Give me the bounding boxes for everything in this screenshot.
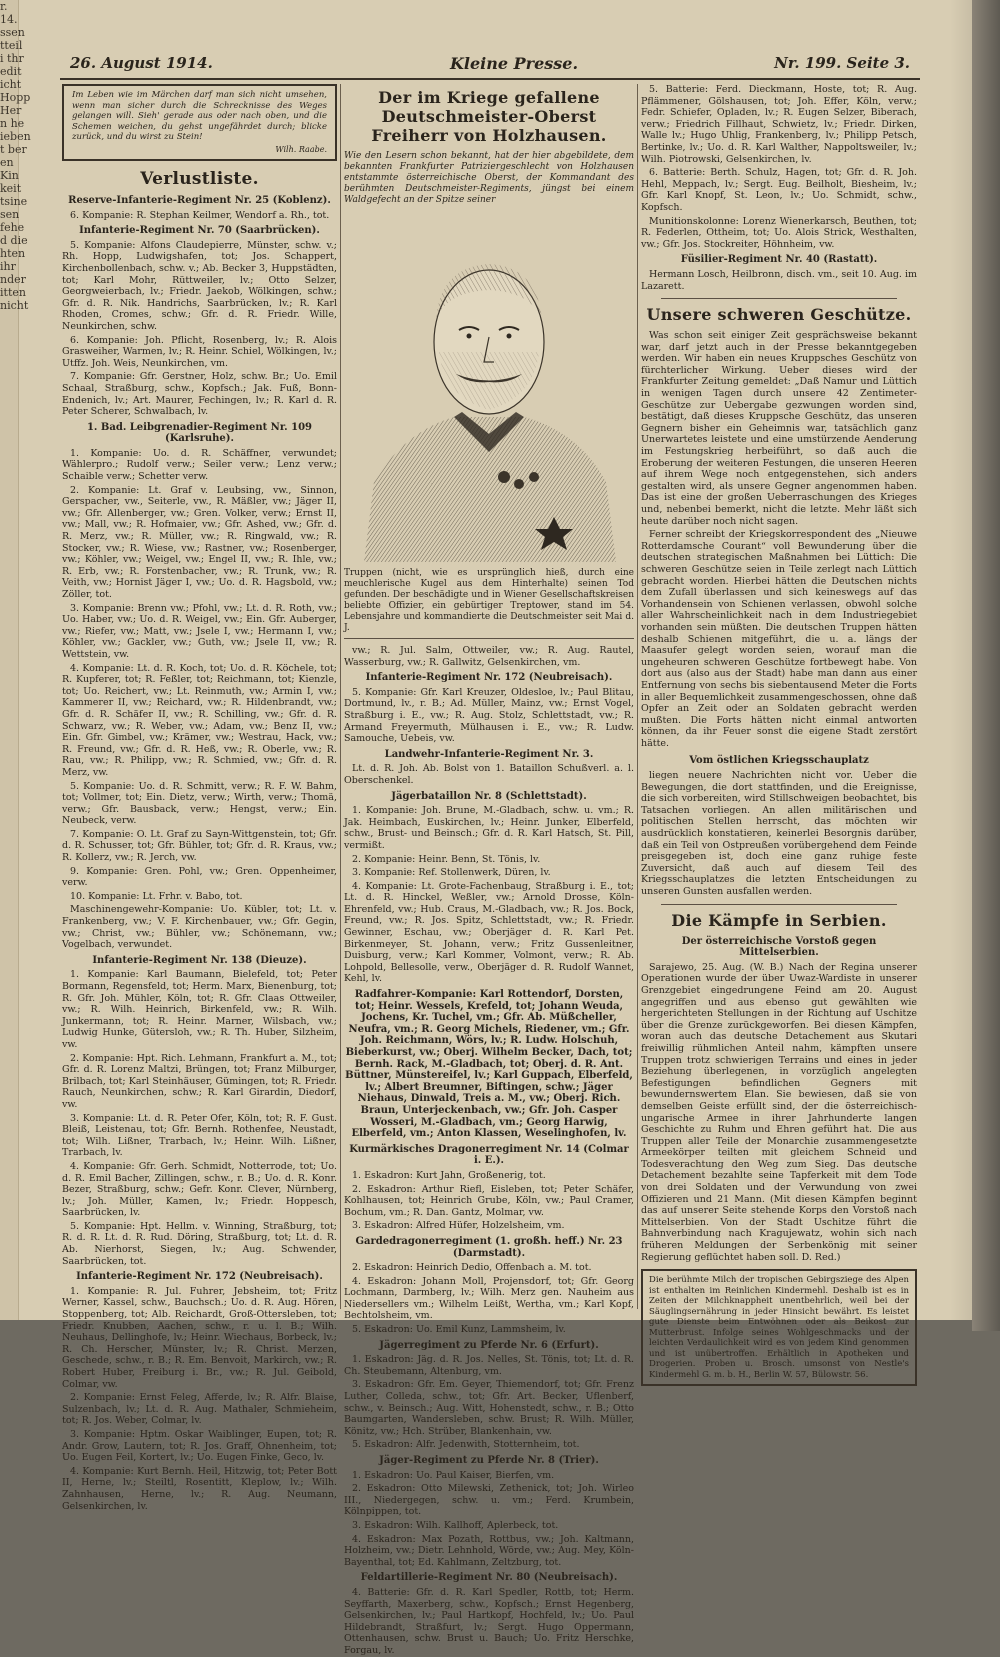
edge-text-fragment: nicht [0,299,29,312]
company-entry: 9. Kompanie: Gren. Pohl, vw.; Gren. Oppenheimer, verw. [62,865,337,889]
regiment-heading: Infanterie-Regiment Nr. 172 (Neubreisach). [76,1271,323,1283]
company-entry: 6. Kompanie: R. Stephan Keilmer, Wendorf a. Rh., tot. [70,209,330,221]
regiment-heading: Infanterie-Regiment Nr. 172 (Neubreisach). [365,672,613,684]
company-entry: 1. Eskadron: Uo. Paul Kaiser, Bierfen, vm. [352,1469,555,1481]
company-entry: Hermann Losch, Heilbronn, disch. vm., seit 10. Aug. im Lazarett. [641,268,917,292]
regiment-heading: Landwehr-Infanterie-Regiment Nr. 3. [384,748,594,760]
regiment-heading: Infanterie-Regiment Nr. 70 (Saarbrücken). [79,225,320,237]
section-divider [661,298,897,299]
edge-text-fragment: ieben [0,130,31,143]
company-entry: 3. Kompanie: Brenn vw.; Pfohl, vw.; Lt. d. R. Roth, vw.; Uo. Haber, vw.; Uo. d. R. Weigel, vw.; Ein. Gfr. Auberger, vw.; Riefer, vw.; Matt, vw.; Jsele I, vw.; Hermann I, vw.; Köhler, vw.; Gackler, vw.; Guth, vw.; Jsele II, vw.; R. Wettstein, vw. [62,602,337,660]
column-rule [340,84,341,1309]
company-entry: Maschinengewehr-Kompanie: Uo. Kübler, tot; Lt. v. Frankenberg, vw.; V. F. Kirchenbauer, vw.; Gfr. Gegin, vw.; Christ, vw.; Bühler, vw.; Schönemann, vw.; Vogelbach, verwundet. [62,904,337,951]
company-entry: 3. Kompanie: Hptm. Oskar Waiblinger, Eupen, tot; R. Andr. Grow, Lautern, tot; R. Jos. Graff, Ohnenheim, tot; Uo. Eugen Feil, Kortert, lv.; Uo. Eugen Finke, Geco, lv. [62,1428,337,1464]
company-entry: 3. Eskadron: Gfr. Em. Geyer, Thiemendorf, tot; Gfr. Frenz Luther, Colleda, schw., tot; Gfr. Art. Becker, Uflenberf, schw., v. Beinsch.; Aug. Witt, Hohenstedt, schw., r. B.; Otto Baumgarten, Wandersleben, schw. Brust; R. Wilh. Müller, Könitz, vw.; Hch. Strüber, Blankenhain, vw. [344,1379,634,1437]
portrait-drawing [344,212,634,562]
edge-text-fragment: keit [0,182,22,195]
section-divider [661,904,897,905]
column-3 [641,84,917,1380]
casualty-list [62,195,337,1512]
company-entry: 7. Kompanie: Gfr. Gerstner, Holz, schw. Br.; Uo. Emil Schaal, Straßburg, schw., Kopfsch.; Jak. Fuß, Bonn-Endenich, lv.; Art. Maurer, Fechingen, lv.; R. Karl d. R. Peter Scherer, Schwalbach, lv. [62,371,337,418]
company-entry: 3. Kompanie: Lt. d. R. Peter Ofer, Köln, tot; R. F. Gust. Bleiß, Leistenau, tot; Gfr. Bernh. Rothenfee, Neustadt, tot; Wilh. Lißner, Trarbach, lv.; Heinr. Wilh. Lißner, Trarbach, lv. [62,1112,337,1159]
edge-text-fragment: fehe [0,221,25,234]
company-entry: 4. Kompanie: Gfr. Gerh. Schmidt, Notterrode, tot; Uo. d. R. Emil Bacher, Zillingen, schw., r. B.; Uo. d. R. Konr. Bezer, Straßburg, schw.; Gefr. Konr. Clever, Nürnberg, lv.; Joh. Müller, Kamen, lv.; Friedr. Hoppesch, Saarbrücken, lv. [62,1160,337,1219]
edge-text-fragment: hten [0,247,26,260]
header-date: 26. August 1914. [70,54,213,72]
company-entry: 1. Kompanie: Karl Baumann, Bielefeld, tot; Peter Bormann, Regensfeld, tot; Herm. Marx, Bienenburg, tot; R. Gfr. Joh. Mühler, Köln, tot; R. Gfr. Claas Ottweiler, vw.; R. Wilh. Heinrich, Birkenfeld, vw.; R. Wilh. Junkermann, tot; R. Heinr. Marner, Wilsbach, vw.; Ludwig Hunke, Gütersloh, vw.; R. Th. Huber, Silzheim, vw. [62,969,337,1050]
serbien-title: Die Kämpfe in Serbien. [671,910,887,930]
company-entry: 2. Eskadron: Arthur Riefl, Eisleben, tot; Peter Schäfer, Kohlhausen, tot; Heinrich Grube, Köln, vw.; Paul Cramer, Bochum, vm.; R. Dan. Gantz, Molmar, vw. [344,1183,634,1218]
company-entry: 7. Kompanie: O. Lt. Graf zu Sayn-Wittgenstein, tot; Gfr. d. R. Schusser, tot; Gfr. Bühler, tot; Gfr. d. R. Kraus, vw.; R. Kollerz, vw.; R. Jerch, vw. [62,828,337,864]
company-entry: 1. Eskadron: Jäg. d. R. Jos. Nelles, St. Tönis, tot; Lt. d. R. Ch. Steubemann, Altenburg, vm. [344,1354,634,1377]
advertisement-box: Die berühmte Milch der tropischen Gebirgsziege des Alpen ist enthalten im Reinlichen Kindermehl. Deshalb ist es in Zeiten der Milchknappheit unentbehrlich, weil bei der Säuglingsernährung in jeder Hinsicht bewährt. Es leistet gute Dienste beim Entwöhnen oder als Beikost zur Mutterbrust. Infolge seines Wohlgeschmacks und der leichten Verdaulichkeit wird es von jedem Kind genommen und ist unübertroffen. Erhältlich in Apotheken und Drogerien. Proben u. Brosch. umsonst von Nestle's Kindermehl G. m. b. H., Berlin W. 57, Bülowstr. 56. [641,1269,917,1386]
column-2 [344,84,634,1656]
company-entry: 2. Kompanie: Heinr. Benn, St. Tönis, lv. [352,853,541,865]
osten-paragraph: liegen neuere Nachrichten nicht vor. Ueber die Bewegungen, die dort stattfinden, und die Ereignisse, die sich vorbereiten, wird Stillschweigen beobachtet, bis Tatsachen vorliegen. An allen militärischen und politischen Stellen herrscht, das möchten wir ausdrücklich konstatieren, keinerlei Besorgnis darüber, daß ein Teil von Ostpreußen vorübergehend dem Feinde preisgegeben ist, doch eine ganz ruhige feste Zuversicht, daß auch auf diesem Teil des Kriegsschauplatzes die letzten Entscheidungen zu unseren Gunsten ausfallen werden. [641,770,917,897]
edge-text-fragment: r. [0,0,8,13]
edge-text-fragment: t ber [0,143,27,156]
company-entry: 2. Eskadron: Otto Milewski, Zethenick, tot; Joh. Wirleo III., Niedergegen, schw. u. vm.; Ferd. Krumbein, Kölnpippen, tot. [344,1483,634,1518]
casualty-list-continued [344,645,634,1657]
company-entry: Lt. d. R. Joh. Ab. Bolst von 1. Bataillon Schußverl. a. l. Oberschenkel. [344,763,634,786]
company-entry: 6. Batterie: Berth. Schulz, Hagen, tot; Gfr. d. R. Joh. Hehl, Meppach, lv.; Sergt. Eug. Beilholt, Biesheim, lv.; Gfr. Karl Knopf, St. Leon, lv.; Uo. Schmidt, schw., Kopfsch. [641,167,917,213]
company-entry: 2. Kompanie: Ernst Feleg, Afferde, lv.; R. Alfr. Blaise, Sulzenbach, lv.; Lt. d. R. Aug. Mathaler, Schmieheim, tot; R. Jos. Weber, Colmar, lv. [62,1392,337,1427]
company-entry: 5. Kompanie: Gfr. Karl Kreuzer, Oldesloe, lv.; Paul Blitau, Dortmund, lv., r. B.; Ad. Müller, Mainz, vw.; Ernst Vogel, Straßburg i. E., vw.; R. Aug. Stolz, Schlettstadt, vw.; R. Armand Freyermuth, Mülhausen i. E., vw.; R. Ludw. Samouche, Uebeis, vw. [344,686,634,745]
quote-author: Wilh. Raabe. [275,144,327,154]
regiment-heading: Jägerbataillon Nr. 8 (Schlettstadt). [391,790,587,802]
edge-text-fragment: tteil [0,39,23,52]
company-entry: 3. Eskadron: Alfred Hüfer, Holzelsheim, vm. [352,1220,565,1232]
company-entry: vw.; R. Jul. Salm, Ottweiler, vw.; R. Aug. Rautel, Wasserburg, vw.; R. Gallwitz, Gelsenkirchen, vm. [344,645,634,668]
company-entry: 5. Kompanie: Hpt. Hellm. v. Winning, Straßburg, tot; R. d. R. Lt. d. R. Rud. Döring, Straßburg, tot; Lt. d. R. Ab. Nierhorst, Siegen, lv.; Aug. Schwender, Saarbrücken, tot. [62,1220,337,1267]
portrait-caption: Truppen (nicht, wie es ursprünglich hieß, durch eine meuchlerische Kugel aus dem Hinterhalte) seinen Tod gefunden. Der beschädigte und in Wiener Gesellschaftskreisen beliebte Offizier, ein gebürtiger Treptower, stand im 54. Lebensjahre und kommandierte die Deutschmeister seit Mai d. J. [344,568,634,639]
regiment-heading: Jägerregiment zu Pferde Nr. 6 (Erfurt). [379,1339,599,1351]
regiment-heading: Gardedragonerregiment (1. großh. heff.) Nr. 23 (Darmstadt). [355,1235,623,1259]
edge-text-fragment: sen [0,208,20,221]
company-entry: 4. Kompanie: Lt. d. R. Koch, tot; Uo. d. R. Köchele, tot; R. Kupferer, tot; R. Feßler, tot; Reichmann, tot; Kienzle, tot; Uo. Reichert, vw.; Lt. Reinmuth, vw.; Armin I, vw.; Kammerer II, vw.; Reichard, vw.; R. Hildenbrandt, vw.; Gfr. d. R. Schäfer II, vw.; R. Schilling, vw.; Gfr. d. R. Schwarz, vw.; R. Weber, vw.; Adam, vw.; Benz II, vw.; Ein. Gfr. Gimbel, vw.; Krämer, vw.; Westrau, Hack, vw.; R. Freund, vw.; Gfr. d. R. Heß, vw.; R. Oberle, vw.; R. Rau, vw.; R. Philipp, vw.; R. Schmied, vw.; Gfr. d. R. Merz, vw. [62,662,337,778]
company-entry: 2. Eskadron: Heinrich Dedio, Offenbach a. M. tot. [352,1262,592,1274]
regiment-heading: Jäger-Regiment zu Pferde Nr. 8 (Trier). [379,1455,599,1466]
company-entry: 5. Batterie: Ferd. Dieckmann, Hoste, tot; R. Aug. Pflämmener, Gölshausen, tot; Joh. Effer, Köln, verw.; Fedr. Schiefer, Opladen, lv.; R. Eugen Selzer, Biberach, verw.; Friedrich Fillhaut, Schwietz, lv.; Friedr. Dirken, Walle lv.; Hugo Uhlig, Frankenberg, lv.; Philipp Petsch, Bertinke, lv.; Uo. d. R. Karl Walther, Nappoltsweiler, lv.; Wilh. Piotrowski, Gelsenkirchen, lv. [641,84,917,165]
page-shadow-edge [972,0,1000,1331]
regiment-heading: Kurmärkisches Dragonerregiment Nr. 14 (Colmar i. E.). [349,1143,629,1167]
company-entry: 10. Kompanie: Lt. Frhr. v. Babo, tot. [70,890,243,902]
regiment-heading: Infanterie-Regiment Nr. 138 (Dieuze). [92,954,307,966]
company-entry: 1. Kompanie: R. Jul. Fuhrer, Jebsheim, tot; Fritz Werner, Kassel, schw., Bauchsch.; Uo. d. R. Aug. Hören, Stoppenberg, tot; Alb. Reichardt, Groß-Ottersleben, tot; Friedr. Knubben, Aachen, schw., r. u. l. B.; Wilh. Neuhaus, Dellinghofe, lv.; Heinr. Wiechaus, Borbeck, lv.; R. Ch. Herscher, Münster, lv.; R. Christ. Merzen, Geschede, schw., r. B.; R. Em. Benvoit, Markirch, vw.; R. Robert Huber, Freiburg i. Br., vw.; R. Jul. Geibold, Colmar, vw. [62,1285,337,1390]
edge-text-fragment: Her [0,104,22,117]
company-entry: 5. Eskadron: Uo. Emil Kunz, Lammsheim, lv. [352,1324,566,1336]
holzhausen-lead: Wie den Lesern schon bekannt, hat der hier abgebildete, dem bekannten Frankfurter Patriziergeschlecht von Holzhausen entstammte österreichische Oberst, der Kommandant des berühmten Deutschmeister-Regiments, jüngst bei einem Waldgefecht an der Spitze seiner [344,151,634,205]
casualty-list-end [641,84,917,292]
adjacent-page-edge [0,0,31,1320]
company-entry: 1. Eskadron: Kurt Jahn, Großenerig, tot. [352,1169,546,1181]
regiment-heading: Füsilier-Regiment Nr. 40 (Rastatt). [680,254,878,266]
serbien-paragraph: Sarajewo, 25. Aug. (W. B.) Nach der Regina unserer Operationen wurde der über Uwaz-Wardiste in unserer Grenzgebiet eingedrungene Feind am 20. August angegriffen und aus ebenso gut gewählten wie hergerichteten Stellungen in der Richtung auf Uschitze über die Grenze zurückgeworfen. Bei diesen Kämpfen, woran auch das deutsche Detachement aus Skutari freiwillig rühmlichen Anteil nahm, kämpften unsere Truppen trotz schwierigen Terrains und eines in jeder Beziehung überlegenen, in vorzüglich angelegten Befestigungen befindlichen Gegners mit bewundernswertem Elan. Sie bewiesen, daß sie von demselben Geiste erfüllt sind, der die österreichisch-ungarische Armee in ihrer Jahrhunderte langen Geschichte zu Ruhm und Ehren geführt hat. Die aus Truppen aller Teile der Monarchie zusammengesetzte Armeekörper teilten mit gleichem Schneid und Todesverachtung den Weg zum Sieg. Das deutsche Detachement bezahlte seine Tapferkeit mit dem Tode von drei Soldaten und der Verwundung von zwei Offizieren und 21 Mann. (Mit diesen Kämpfen beginnt das auf unserer Seite stehende Korps den Vorstoß nach Mittelserbien. Von der Stadt Uschitze führt die Bahnverbindung nach Kragujewatz, wohin sich nach früheren Meldungen der Serbenkönig mit seiner Regierung geflüchtet haben soll. D. Red.) [641,961,917,1263]
company-entry: 2. Kompanie: Lt. Graf v. Leubsing, vw., Sinnon, Gerspacher, vw., Seiterle, vw., R. Mäßler, vw.; Jäger II, vw.; Gfr. Allenberger, vw.; Gren. Volker, verw.; Ernst II, vw.; Mall, vw.; R. Hofmaier, vw.; Gfr. Ashed, vw.; Gfr. d. R. Merz, vw.; R. Müller, vw.; R. Ringwald, vw.; R. Stocker, vw.; R. Wiese, vw.; Rastner, vw.; Rosenberger, vw.; Köhler, vw.; Weigel, vw.; Engel II, vw.; R. Ihle, vw.; R. Erb, vw.; R. Forstenbacher, vw.; R. Trunk, vw.; R. Veith, vw.; Hornist Jäger I, vw.; Uo. d. R. Hagsbold, vw.; Zöller, tot. [62,484,337,600]
company-entry: 5. Kompanie: Uo. d. R. Schmitt, verw.; R. F. W. Bahm, tot; Vollmer, tot; Ein. Dietz, verw.; Wirth, verw.; Thomä, verw.; Gfr. Bausback, verw.; Hengst, verw.; Ein. Neubeck, verw. [62,780,337,827]
edge-text-fragment: itten [0,286,26,299]
company-entry: Munitionskolonne: Lorenz Wienerkarsch, Beuthen, tot; R. Federlen, Ottheim, tot; Uo. Alois Strick, Westhalten, vw.; Gfr. Jos. Stockreiter, Höhnheim, vw. [641,215,917,250]
company-entry: 3. Eskadron: Wilh. Kallhoff, Aplerbeck, tot. [352,1519,559,1531]
header-issue: Nr. 199. Seite 3. [774,54,910,72]
geschuetze-paragraph: Ferner schreibt der Kriegskorrespondent des „Nieuwe Rotterdamsche Courant“ voll Bewunderung über die deutschen strategischen Maßnahmen bei Lüttich: Die schweren Geschütze seien in Teile zerlegt nach Lüttich gebracht worden. Hierbei hätten die Deutschen nichts dem Zufall überlassen und sich keineswegs auf das Vorhandensein von Schienen verlassen, obwohl solche aller Wahrscheinlichkeit nach in dem Industriegebiet vorhanden sein müßten. Die deutschen Truppen hätten deshalb Schienen mitgeführt, die u. a. längs der Maasufer gelegt worden seien, worauf man die ungeheuren schweren Geschütze fortbewegt habe. Von dort aus (also aus der Stadt) habe man dann aus einer Entfernung von sechs bis siebentausend Meter die Forts in aller Bequemlichkeit zusammengeschossen, ohne daß Opfer an Zeit oder an Soldaten gebracht werden mußten. Die Forts hätten nicht einmal antworten können, da ihr Feuer sonst die eigene Stadt zerstört hätte. [641,529,917,749]
portrait-illustration [344,212,634,562]
regiment-heading: Radfahrer-Kompanie: Karl Rottendorf, Dorsten, tot; Heinr. Wessels, Krefeld, tot; Johann Weuda, Jochens, Kr. Tuchel, vm.; Gfr. Ab. Müßcheller, Neufra, vm.; R. Georg Michels, Riedener, vm.; Gfr. Joh. Reichmann, Wörs, lv.; R. Ludw. Holschuh, Bieberkurst, vw.; Oberj. Wilhelm Becker, Dach, tot; Bernh. Rack, M.-Gladbach, tot; Oberj. d. R. Ant. Büttner, Münstereifel, lv.; Karl Guppach, Elberfeld, lv.; Albert Breumner, Biftingen, schw.; Jäger Niehaus, Dinwald, Treis a. M., vw.; Oberj. Rich. Braun, Unterjeckenbach, vw.; Gfr. Joh. Casper Wosseri, M.-Gladbach, vm.; Georg Harwig, Elberfeld, vm.; Anton Klassen, Weselinghofen, lv. [345,989,633,1140]
edge-text-fragment: ssen [0,26,25,39]
regiment-heading: 1. Bad. Leibgrenadier-Regiment Nr. 109 (Karlsruhe). [86,421,313,445]
osten-title: Vom östlichen Kriegsschauplatz [689,755,869,767]
edge-text-fragment: icht [0,78,22,91]
company-entry: 3. Kompanie: Ref. Stollenwerk, Düren, lv. [352,867,551,879]
edge-text-fragment: 14. [0,13,18,26]
company-entry: 4. Kompanie: Lt. Grote-Fachenbaug, Straßburg i. E., tot; Lt. d. R. Hinckel, Weßler, vw.; Arnold Drosse, Köln-Ehrenfeld, vw.; Hub. Craus, M.-Gladbach, vw.; R. Jos. Bock, Freund, vw.; R. Jos. Spitz, Schlettstadt, vw.; R. Friedr. Gewinner, Eschau, vw.; Oberjäger d. R. Karl Pet. Birkenmeyer, St. Johann, verw.; Fritz Gussenleitner, Duisburg, verw.; Karl Kommer, Volmont, verw.; R. Ab. Lohpold, Bellesolle, verw., Oberjäger d. R. Rudolf Wannet, Kehl, lv. [344,880,634,985]
edge-text-fragment: Kin [0,169,19,182]
holzhausen-title: Der im Kriege gefallene Deutschmeister-Oberst Freiherr von Holzhausen. [371,88,607,145]
company-entry: 1. Kompanie: Uo. d. R. Schäffner, verwundet; Wählerpro.; Rudolf verw.; Seiler verw.; Lenz verw.; Schaible verw.; Schetter verw. [62,447,337,483]
company-entry: 4. Kompanie: Kurt Bernh. Heil, Hitzwig, tot; Peter Bott II, Herne, lv.; Steiltl, Rosentitt, Kleplow, lv.; Wilh. Zahnhausen, Herne, lv.; R. Aug. Neumann, Gelsenkirchen, lv. [62,1465,337,1512]
company-entry: 1. Kompanie: Joh. Brune, M.-Gladbach, schw. u. vm.; R. Jak. Heimbach, Euskirchen, lv.; Heinr. Junker, Elberfeld, schw., Brust- und Beinsch.; Gfr. d. R. Karl Hatsch, St. Pill, vermißt. [344,805,634,851]
page-header [60,52,920,80]
edge-text-fragment: ihr [0,260,16,273]
geschuetze-paragraph: Was schon seit einiger Zeit gesprächsweise bekannt war, darf jetzt auch in der Presse bekanntgegeben werden. Wir haben ein neues Kruppsches Geschütz von fürchterlicher Wirkung. Ueber dieses wird der Frankfurter Zeitung gemeldet: „Daß Namur und Lüttich in wenigen Tagen durch unsere 42 Zentimeter-Geschütze zur Uebergabe gezwungen worden sind, bestätigt, daß dieses Kruppsche Geschütz, das unseren Gegnern bisher ein Geheimnis war, tatsächlich ganz Unerwartetes leistete und eine umstürzende Aenderung im Festungskrieg herbeiführt, so daß auch die Eroberung der weiteren Festungen, die unseren Heeren auf ihrem Wege noch entgegenstehen, sich anders gestalten wird, als unsere Gegner angenommen haben. Das ist eine der großen Ueberraschungen des Krieges und, nebenbei bemerkt, nicht die letzte. Mehr läßt sich heute darüber noch nicht sagen. [641,330,917,527]
regiment-heading: Reserve-Infanterie-Regiment Nr. 25 (Koblenz). [68,195,331,206]
regiment-heading: Feldartillerie-Regiment Nr. 80 (Neubreisach). [360,1572,618,1584]
quote-text: Im Leben wie im Märchen darf man sich nicht umsehen, wenn man sicher durch die Schrecknisse des Weges gelangen will. Sieh' gerade aus oder nach oben, und die Schemen weichen, du gehst ungefährdet durch; blicke zurück, und du wirst zu Stein! [72,90,327,142]
company-entry: 6. Kompanie: Joh. Pflicht, Rosenberg, lv.; R. Alois Grasweiher, Warmen, lv.; R. Heinr. Schiel, Wölkingen, lv.; Utffz. Joh. Weis, Neunkirchen, vm. [62,334,337,369]
edge-text-fragment: i thr [0,52,24,65]
column-rule [637,84,638,1309]
edge-text-fragment: nder [0,273,26,286]
geschuetze-title: Unsere schweren Geschütze. [646,305,912,325]
serbien-subtitle: Der österreichische Vorstoß gegen Mittelserbien. [681,935,877,959]
edge-text-fragment: tsine [0,195,28,208]
company-entry: 4. Eskadron: Johann Moll, Projensdorf, tot; Gfr. Georg Lochmann, Darmberg, lv.; Wilh. Merz gen. Nauheim aus Niedersellers vm.; Wilhelm Leißt, Wertha, vm.; Karl Kopf, Bechtolsheim, vm. [344,1275,634,1322]
company-entry: 5. Eskadron: Alfr. Jedenwith, Stotternheim, tot. [352,1439,580,1451]
company-entry: 5. Kompanie: Alfons Claudepierre, Münster, schw. v.; Rh. Hopp, Ludwigshafen, tot; Jos. Schappert, Kirchenbollenbach, schw. v.; Ab. Becker 3, Huppstädten, tot; Karl Mohr, Rüttweiler, lv.; Otto Selzer, Georgweierbach, lv.; Friedr. Jaekob, Wölkingen, schw.; Gfr. d. R. Nik. Handrichs, Saarbrücken, lv.; R. Karl Rhoden, Cromes, schw.; Gfr. d. R. Friedr. Wille, Neunkirchen, schw. [62,239,337,332]
edge-text-fragment: Hopp [0,91,31,104]
quote-box [62,84,337,161]
company-entry: 4. Eskadron: Max Pozath, Rottbus, vw.; Joh. Kaltmann, Holzheim, vw.; Dietr. Lehnhold, Wörde, vw.; Aug. Mey, Köln-Bayenthal, tot; Ed. Kahlmann, Zeltzburg, tot. [344,1533,634,1568]
header-title: Kleine Presse. [450,54,579,73]
column-1 [62,84,337,1512]
verlustliste-title: Verlustliste. [140,169,259,189]
company-entry: 2. Kompanie: Hpt. Rich. Lehmann, Frankfurt a. M., tot; Gfr. d. R. Lorenz Maltzi, Brüngen, tot; Franz Milburger, Brilbach, tot; Karl Steinhäuser, Gümingen, tot; R. Friedr. Rauch, Neunkirchen, schw.; R. Karl Girardin, Diedorf, vw. [62,1052,337,1110]
edge-text-fragment: d die [0,234,28,247]
edge-text-fragment: en [0,156,14,169]
company-entry: 4. Batterie: Gfr. d. R. Karl Spedler, Rottb, tot; Herm. Seyffarth, Maxerberg, schw., Kopfsch.; Ernst Hegenberg, Gelsenkirchen, lv.; Paul Hartkopf, Hochfeld, lv.; Uo. Paul Hildebrandt, Straßfurt, lv.; Sergt. Hugo Oppermann, Ottenhausen, schw. Brust u. Bauch; Uo. Fritz Herschke, Forgau, lv. [344,1586,634,1656]
edge-text-fragment: n he [0,117,25,130]
edge-text-fragment: edit [0,65,22,78]
